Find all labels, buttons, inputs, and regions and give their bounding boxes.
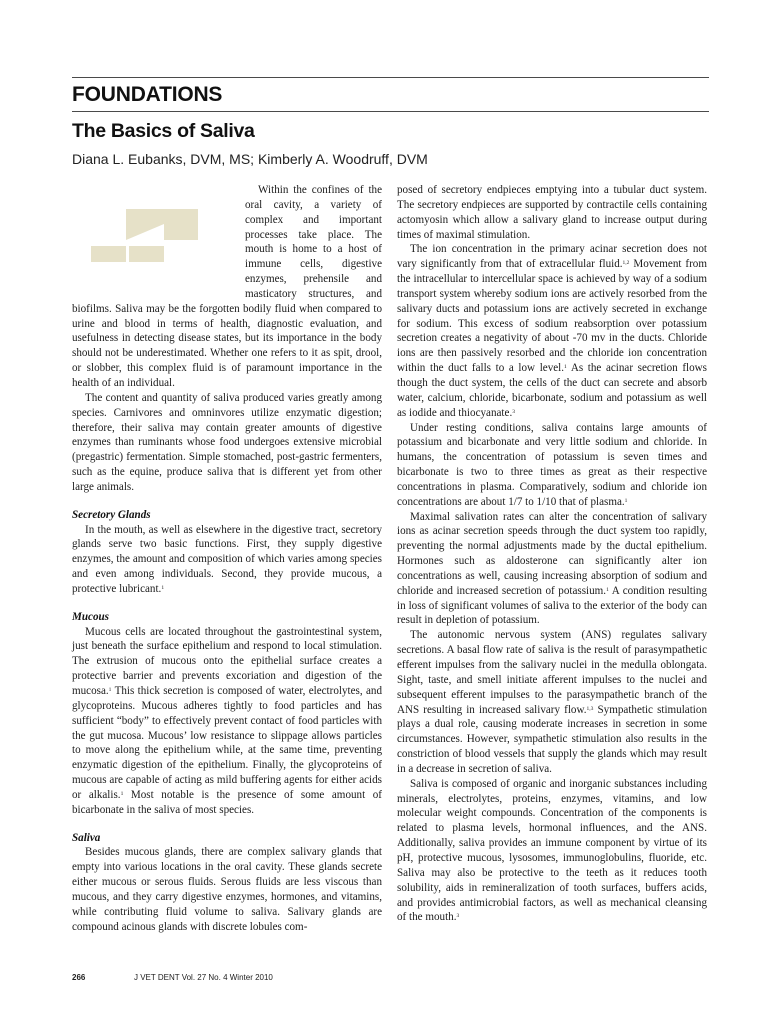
paragraph: posed of secretory endpieces emptying into a tubular duct system. The secretory endpieces are supported by contractile cells containing actomyosin which allow a salivary gland to increase output during times of maximal stimulation. (397, 184, 707, 241)
left-column (72, 183, 382, 957)
section-heading: FOUNDATIONS (72, 83, 223, 106)
paragraph: Mucous cells are located throughout the gastrointestinal system, just beneath the surface epithelium and respond to local stimulation. The extrusion of mucous onto the epithelial surface creates a protective barrier and prevents excoriation and digestion of the mucosa.$^1$ This thick secretion is composed of water, electrolytes, and glycoproteins. Mucous adheres tightly to food particles and has sufficient “body” to effectively prevent contact of food particles with the gut mucosa. Mucous’ low resistance to slippage allows particles to move along the epithelium while, at the same time, preventing enzymatic digestion of the epithelium. Finally, the glycoproteins of mucous are capable of acting as mild buffering agents for either acids or alkalis.$^1$ Most notable is the presence of some amount of bicarbonate in the saliva of most species. (72, 625, 382, 816)
citation: 1 (564, 364, 567, 371)
paragraph: Within the confines of the oral cavity, a variety of complex and important processes take place. The mouth is home to a host of immune cells, digestive enzymes, prehensile and masticatory structures, and biofilms. Saliva may be the forgotten bodily fluid when compared to urine and blood in terms of health, diagnostic evaluation, and usefulness in detecting disease states, but its importance in the body should not be underestimated. Whether one refers to it as spit, drool, or slobber, this complex fluid is of paramount importance in the health of an individual. (72, 184, 382, 389)
citation: 3 (512, 408, 515, 415)
citation: 1 (624, 497, 628, 504)
article-authors: Diana L. Eubanks, DVM, MS; Kimberly A. Woodruff, DVM (72, 151, 428, 167)
citation: 1,3 (586, 705, 594, 712)
citation: 1 (606, 586, 609, 593)
paragraph: Under resting conditions, saliva contains large amounts of potassium and bicarbonate and very little sodium and chloride. In humans, the concentration of potassium is seven times and bicarbonate is two to three times as great as their respective concentrations in plasma. Comparatively, sodium and chloride ion concentrations are about 1/7 to 1/10 that of plasma.$^1$ (397, 421, 707, 508)
paragraph: The content and quantity of saliva produced varies greatly among species. Carnivores and omninvores utilize enzymatic digestion; therefore, their saliva may contain greater amounts of digestive enzymes than ruminants whose food undergoes extensive microbial (pregastric) fermentation. Simple stomached, post-gastric fermenters, such as the equine, produce saliva that is different yet from other large animals. (72, 391, 382, 493)
citation: 3 (456, 913, 460, 920)
section-rule (72, 111, 709, 112)
paragraph: Saliva is composed of organic and inorganic substances including minerals, electrolytes, proteins, enzymes, vitamins, and low molecular weight compounds. Concentration of the components is related to plasma levels, hormonal influences, and the ANS. Additionally, saliva provides an immune component by virtue of its pH, protective mucous, lysosomes, immunoglobulins, fluoride, etc. Saliva may also be protective to the teeth as it reduces tooth solubility, aids in remineralization of tooth surfaces, buffers acids, and provides antimicrobial factors, as well as mechanical cleansing of the mouth.$^3$ (397, 777, 707, 924)
subheading-mucous: Mucous (72, 610, 109, 623)
citation: 1 (120, 790, 124, 797)
paragraph: Besides mucous glands, there are complex salivary glands that empty into various locations in the oral cavity. These glands secrete either mucous or serous fluids. Serous fluids are less viscous than mucous, and they carry digestive enzymes, hormones, and vitamins, while contributing fluid volume to saliva. Salivary glands are compound acinous glands with discrete lobules com- (72, 846, 382, 933)
journal-citation: J VET DENT Vol. 27 No. 4 Winter 2010 (134, 973, 273, 982)
paragraph: In the mouth, as well as elsewhere in the digestive tract, secretory glands serve two basic functions. First, they supply digestive enzymes, the amount and composition of which varies among species and even among individuals. Second, they provide mucous, a protective lubricant.$^1$ (72, 523, 382, 595)
subheading-secretory-glands: Secretory Glands (72, 508, 151, 521)
subheading-saliva: Saliva (72, 831, 101, 844)
article-title: The Basics of Saliva (72, 120, 255, 142)
citation: 1,2 (622, 260, 630, 267)
journal-logo-graphic (72, 183, 245, 287)
citation: 1 (108, 687, 112, 693)
paragraph: The autonomic nervous system (ANS) regulates salivary secretions. A basal flow rate of saliva is the result of parasympathetic efferent impulses from the salivary nuclei in the medulla oblongata. Sight, taste, and smell initiate afferent impulses to the nuclei and subsequent efferent impulses to the parasympathetic branch of the ANS resulting in increased salivary flow.$^{1,3}$ Sympathetic stimulation plays a dual role, causing moderate increases in secretion in some circumstances. However, sympathetic stimulation also results in the constriction of blood vessels that supply the glands which may result in a decrease in secretion of saliva. (397, 629, 707, 775)
top-rule (72, 77, 709, 78)
paragraph: The ion concentration in the primary acinar secretion does not vary significantly from that of extracellular fluid.$^{1,2}$ Movement from the intracellular to intercellular space is achieved by way of a sodium transport system whereby sodium ions are actively resorbed from the salivary ducts and potassium ions are actively secreted in exchange for sodium. This excess of sodium reabsorption over potassium secretion creates a negativity of about -70 mv in the ducts. Chloride ions are then passively resorbed and the chloride ion concentration within the duct falls to a low level.$^1$ As the acinar secretion flows though the duct system, the cells of the duct can secrete and absorb water, calcium, chloride, bicarbonate, sodium and potassium as well as iodide and thiocyanate.$^3$ (397, 243, 707, 419)
paragraph: Maximal salivation rates can alter the concentration of salivary ions as acinar secretion speeds through the duct system too rapidly, preventing the normal adjustments made by the ductal epithelium. Hormones such as aldosterone can significantly alter ion concentrations as well, causing increasing absorption of sodium and chloride and increased secretion of potassium.$^1$ A condition resulting in loss of significant volumes of saliva to the exterior of the body can result in depletion of potassium. (397, 510, 707, 627)
page-number: 266 (72, 973, 86, 982)
citation: 1 (161, 584, 165, 591)
right-column (397, 183, 707, 957)
